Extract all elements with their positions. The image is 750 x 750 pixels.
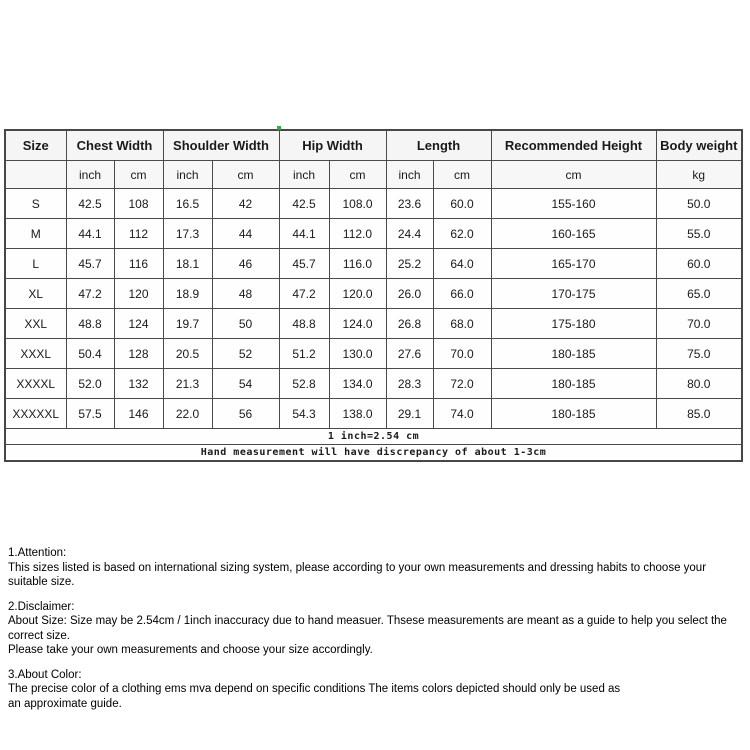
value-cell: 75.0	[656, 339, 742, 369]
value-cell: 42	[212, 189, 279, 219]
value-cell: 54.3	[279, 399, 329, 429]
value-cell: 60.0	[433, 189, 491, 219]
value-cell: 27.6	[386, 339, 433, 369]
table-unit-row	[5, 161, 742, 189]
footnote-row	[5, 445, 742, 462]
notes-block	[8, 546, 746, 721]
value-cell: 28.3	[386, 369, 433, 399]
value-cell: 17.3	[163, 219, 212, 249]
size-label-cell: S	[5, 189, 66, 219]
size-label-cell: M	[5, 219, 66, 249]
note-section-about-color	[8, 668, 746, 712]
value-cell: 66.0	[433, 279, 491, 309]
value-cell: 138.0	[329, 399, 386, 429]
size-label-cell: XXL	[5, 309, 66, 339]
value-cell: 22.0	[163, 399, 212, 429]
value-cell: 124	[114, 309, 163, 339]
size-label-cell: XXXXXL	[5, 399, 66, 429]
table-row	[5, 399, 742, 429]
note-line: Please take your own measurements and choose your size accordingly.	[8, 644, 373, 656]
value-cell: 175-180	[491, 309, 656, 339]
value-cell: 56	[212, 399, 279, 429]
value-cell: 70.0	[433, 339, 491, 369]
value-cell: 52.8	[279, 369, 329, 399]
value-cell: 116.0	[329, 249, 386, 279]
column-header-hip-width: Hip Width	[279, 130, 386, 161]
unit-header-chest-cm: cm	[114, 161, 163, 189]
unit-header-shoulder-cm: cm	[212, 161, 279, 189]
value-cell: 29.1	[386, 399, 433, 429]
value-cell: 62.0	[433, 219, 491, 249]
note-section-attention	[8, 546, 746, 590]
value-cell: 68.0	[433, 309, 491, 339]
column-header-chest-width: Chest Width	[66, 130, 163, 161]
value-cell: 21.3	[163, 369, 212, 399]
value-cell: 116	[114, 249, 163, 279]
value-cell: 26.0	[386, 279, 433, 309]
value-cell: 55.0	[656, 219, 742, 249]
footnote-inch-conversion: 1 inch=2.54 cm	[5, 429, 742, 445]
value-cell: 46	[212, 249, 279, 279]
value-cell: 130.0	[329, 339, 386, 369]
value-cell: 45.7	[66, 249, 114, 279]
value-cell: 120	[114, 279, 163, 309]
value-cell: 180-185	[491, 339, 656, 369]
note-line: About Size: Size may be 2.54cm / 1inch inaccuracy due to hand measuer. Thsese measurements are meant as a guide to help you select the correct size.	[8, 615, 727, 642]
value-cell: 80.0	[656, 369, 742, 399]
value-cell: 48.8	[66, 309, 114, 339]
value-cell: 60.0	[656, 249, 742, 279]
value-cell: 146	[114, 399, 163, 429]
value-cell: 50.0	[656, 189, 742, 219]
table-row	[5, 219, 742, 249]
value-cell: 170-175	[491, 279, 656, 309]
value-cell: 85.0	[656, 399, 742, 429]
value-cell: 47.2	[66, 279, 114, 309]
green-pixel-artifact	[277, 126, 281, 130]
value-cell: 26.8	[386, 309, 433, 339]
table-row	[5, 369, 742, 399]
note-title: 3.About Color:	[8, 668, 82, 681]
size-label-cell: XXXXL	[5, 369, 66, 399]
value-cell: 50.4	[66, 339, 114, 369]
column-header-shoulder-width: Shoulder Width	[163, 130, 279, 161]
value-cell: 64.0	[433, 249, 491, 279]
note-title: 2.Disclaimer:	[8, 600, 75, 613]
value-cell: 180-185	[491, 369, 656, 399]
value-cell: 50	[212, 309, 279, 339]
value-cell: 42.5	[279, 189, 329, 219]
value-cell: 57.5	[66, 399, 114, 429]
value-cell: 20.5	[163, 339, 212, 369]
value-cell: 42.5	[66, 189, 114, 219]
size-chart-table	[4, 129, 743, 462]
value-cell: 160-165	[491, 219, 656, 249]
table-row	[5, 189, 742, 219]
value-cell: 128	[114, 339, 163, 369]
size-chart-body	[5, 189, 742, 429]
value-cell: 120.0	[329, 279, 386, 309]
value-cell: 134.0	[329, 369, 386, 399]
footnote-row	[5, 429, 742, 445]
unit-header-length-cm: cm	[433, 161, 491, 189]
note-section-disclaimer	[8, 600, 746, 658]
column-header-length: Length	[386, 130, 491, 161]
note-line: This sizes listed is based on international sizing system, please according to your own measurements and dressing habits to choose your suitable size.	[8, 561, 707, 588]
value-cell: 124.0	[329, 309, 386, 339]
value-cell: 72.0	[433, 369, 491, 399]
table-row	[5, 309, 742, 339]
value-cell: 44.1	[279, 219, 329, 249]
value-cell: 180-185	[491, 399, 656, 429]
value-cell: 44	[212, 219, 279, 249]
unit-header-chest-inch: inch	[66, 161, 114, 189]
footnote-hand-measurement: Hand measurement will have discrepancy of about 1-3cm	[5, 445, 742, 462]
value-cell: 16.5	[163, 189, 212, 219]
unit-header-length-inch: inch	[386, 161, 433, 189]
value-cell: 54	[212, 369, 279, 399]
value-cell: 24.4	[386, 219, 433, 249]
value-cell: 74.0	[433, 399, 491, 429]
value-cell: 112.0	[329, 219, 386, 249]
unit-header-height-cm: cm	[491, 161, 656, 189]
value-cell: 52.0	[66, 369, 114, 399]
value-cell: 48	[212, 279, 279, 309]
note-line: an approximate guide.	[8, 697, 122, 710]
value-cell: 52	[212, 339, 279, 369]
table-row	[5, 279, 742, 309]
value-cell: 155-160	[491, 189, 656, 219]
value-cell: 70.0	[656, 309, 742, 339]
column-header-recommended-height: Recommended Height	[491, 130, 656, 161]
column-header-body-weight: Body weight	[656, 130, 742, 161]
note-line: The precise color of a clothing ems mva depend on specific conditions The items colors depicted should only be used as	[8, 683, 621, 695]
column-header-size: Size	[5, 130, 66, 161]
unit-header-shoulder-inch: inch	[163, 161, 212, 189]
unit-header-empty	[5, 161, 66, 189]
value-cell: 165-170	[491, 249, 656, 279]
value-cell: 48.8	[279, 309, 329, 339]
size-label-cell: L	[5, 249, 66, 279]
value-cell: 108.0	[329, 189, 386, 219]
value-cell: 25.2	[386, 249, 433, 279]
unit-header-hip-inch: inch	[279, 161, 329, 189]
table-header-row	[5, 130, 742, 161]
value-cell: 47.2	[279, 279, 329, 309]
value-cell: 51.2	[279, 339, 329, 369]
value-cell: 132	[114, 369, 163, 399]
value-cell: 19.7	[163, 309, 212, 339]
size-label-cell: XL	[5, 279, 66, 309]
value-cell: 45.7	[279, 249, 329, 279]
value-cell: 23.6	[386, 189, 433, 219]
value-cell: 108	[114, 189, 163, 219]
value-cell: 112	[114, 219, 163, 249]
value-cell: 18.1	[163, 249, 212, 279]
unit-header-hip-cm: cm	[329, 161, 386, 189]
value-cell: 65.0	[656, 279, 742, 309]
size-label-cell: XXXL	[5, 339, 66, 369]
unit-header-weight-kg: kg	[656, 161, 742, 189]
note-title: 1.Attention:	[8, 547, 67, 559]
value-cell: 44.1	[66, 219, 114, 249]
table-row	[5, 249, 742, 279]
table-row	[5, 339, 742, 369]
value-cell: 18.9	[163, 279, 212, 309]
